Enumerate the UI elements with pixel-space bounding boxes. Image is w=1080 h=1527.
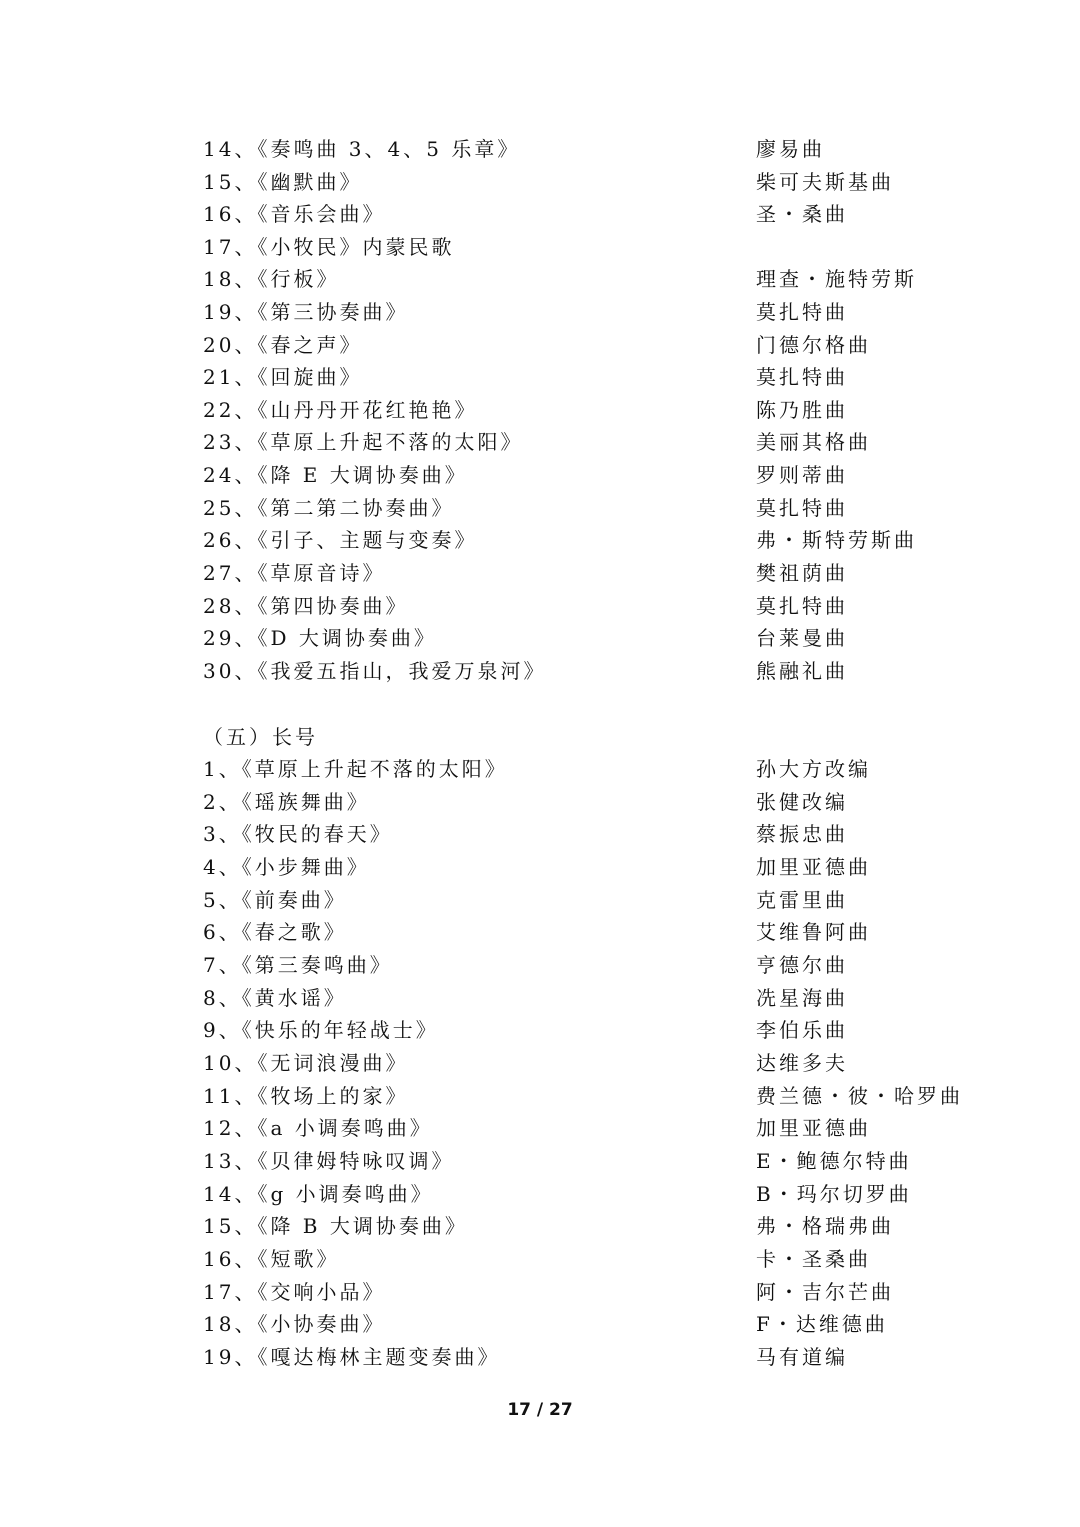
list-item <box>203 330 963 360</box>
piece-title: 21、《回旋曲》 <box>203 365 363 389</box>
piece-composer: 蔡振忠曲 <box>756 822 848 846</box>
piece-title: 28、《第四协奏曲》 <box>203 594 409 618</box>
piece-composer: 冼星海曲 <box>756 986 848 1010</box>
piece-title: 8、《黄水谣》 <box>203 986 347 1010</box>
piece-title: 18、《小协奏曲》 <box>203 1312 386 1336</box>
piece-composer: 孙大方改编 <box>756 757 871 781</box>
list-item <box>203 1048 963 1078</box>
piece-title: 2、《瑶族舞曲》 <box>203 790 370 814</box>
piece-composer: 弗・斯特劳斯曲 <box>756 528 917 552</box>
list-item <box>203 297 963 327</box>
piece-composer: 达维多夫 <box>756 1051 848 1075</box>
piece-title: 16、《音乐会曲》 <box>203 202 386 226</box>
piece-composer: 张健改编 <box>756 790 848 814</box>
piece-title: 14、《g 小调奏鸣曲》 <box>203 1182 434 1206</box>
piece-composer: 卡・圣桑曲 <box>756 1247 871 1271</box>
piece-title: 27、《草原音诗》 <box>203 561 386 585</box>
piece-composer: F・达维德曲 <box>756 1312 888 1336</box>
list-item <box>203 362 963 392</box>
list-item <box>203 493 963 523</box>
list-item <box>203 787 963 817</box>
piece-composer: 克雷里曲 <box>756 888 848 912</box>
list-item <box>203 950 963 980</box>
list-item <box>203 1309 963 1339</box>
list-item <box>203 1081 963 1111</box>
piece-composer: 陈乃胜曲 <box>756 398 848 422</box>
list-item <box>203 1244 963 1274</box>
list-item <box>203 167 963 197</box>
list-item <box>203 1015 963 1045</box>
list-item <box>203 754 963 784</box>
piece-title: 20、《春之声》 <box>203 333 363 357</box>
list-item <box>203 852 963 882</box>
piece-composer: 阿・吉尔芒曲 <box>756 1280 894 1304</box>
list-item <box>203 1342 963 1372</box>
piece-composer: 莫扎特曲 <box>756 594 848 618</box>
piece-title: 26、《引子、主题与变奏》 <box>203 528 478 552</box>
piece-composer: 加里亚德曲 <box>756 1116 871 1140</box>
piece-composer: 莫扎特曲 <box>756 300 848 324</box>
piece-title: 4、《小步舞曲》 <box>203 855 370 879</box>
piece-composer: 理查・施特劳斯 <box>756 267 917 291</box>
piece-composer: 莫扎特曲 <box>756 365 848 389</box>
list-item <box>203 134 963 164</box>
piece-title: 1、《草原上升起不落的太阳》 <box>203 757 508 781</box>
piece-title: 10、《无词浪漫曲》 <box>203 1051 409 1075</box>
list-item <box>203 819 963 849</box>
piece-title: 17、《小牧民》内蒙民歌 <box>203 235 455 259</box>
piece-title: 19、《第三协奏曲》 <box>203 300 409 324</box>
piece-composer: 门德尔格曲 <box>756 333 871 357</box>
list-item <box>203 232 963 262</box>
piece-composer: 李伯乐曲 <box>756 1018 848 1042</box>
piece-composer: 台莱曼曲 <box>756 626 848 650</box>
piece-title: 22、《山丹丹开花红艳艳》 <box>203 398 478 422</box>
piece-composer: 莫扎特曲 <box>756 496 848 520</box>
piece-title: 3、《牧民的春天》 <box>203 822 393 846</box>
list-item <box>203 558 963 588</box>
page-number: 17 / 27 <box>507 1400 573 1420</box>
list-item <box>203 427 963 457</box>
piece-title: 29、《D 大调协奏曲》 <box>203 626 437 650</box>
list-item <box>203 623 963 653</box>
piece-composer: 柴可夫斯基曲 <box>756 170 894 194</box>
piece-composer: 艾维鲁阿曲 <box>756 920 871 944</box>
piece-title: 18、《行板》 <box>203 267 340 291</box>
piece-title: 25、《第二第二协奏曲》 <box>203 496 455 520</box>
piece-title: 17、《交响小品》 <box>203 1280 386 1304</box>
list-item <box>203 264 963 294</box>
piece-title: 9、《快乐的年轻战士》 <box>203 1018 439 1042</box>
piece-title: 16、《短歌》 <box>203 1247 340 1271</box>
piece-title: 15、《降 B 大调协奏曲》 <box>203 1214 468 1238</box>
list-item <box>203 1277 963 1307</box>
list-item <box>203 1211 963 1241</box>
list-item <box>203 525 963 555</box>
piece-title: 24、《降 E 大调协奏曲》 <box>203 463 468 487</box>
piece-composer: 樊祖荫曲 <box>756 561 848 585</box>
piece-composer: 马有道编 <box>756 1345 848 1369</box>
piece-title: 30、《我爱五指山，我爱万泉河》 <box>203 659 547 683</box>
piece-composer: 罗则蒂曲 <box>756 463 848 487</box>
piece-composer: 亨德尔曲 <box>756 953 848 977</box>
piece-composer: E・鲍德尔特曲 <box>756 1149 912 1173</box>
piece-composer: 美丽其格曲 <box>756 430 871 454</box>
piece-title: 6、《春之歌》 <box>203 920 347 944</box>
piece-composer: 弗・格瑞弗曲 <box>756 1214 894 1238</box>
list-item <box>203 1146 963 1176</box>
piece-title: 14、《奏鸣曲 3、4、5 乐章》 <box>203 137 521 161</box>
section-heading-trombone: （五）长号 <box>203 725 318 749</box>
piece-composer: 费兰德・彼・哈罗曲 <box>756 1084 963 1108</box>
piece-composer: 廖易曲 <box>756 137 825 161</box>
piece-title: 23、《草原上升起不落的太阳》 <box>203 430 524 454</box>
list-item <box>203 656 963 686</box>
piece-title: 13、《贝律姆特咏叹调》 <box>203 1149 455 1173</box>
piece-composer: 加里亚德曲 <box>756 855 871 879</box>
piece-title: 15、《幽默曲》 <box>203 170 363 194</box>
list-item <box>203 199 963 229</box>
list-item <box>203 885 963 915</box>
piece-title: 19、《嘎达梅林主题变奏曲》 <box>203 1345 501 1369</box>
list-item <box>203 395 963 425</box>
piece-title: 12、《a 小调奏鸣曲》 <box>203 1116 433 1140</box>
list-item <box>203 917 963 947</box>
list-item <box>203 591 963 621</box>
piece-title: 5、《前奏曲》 <box>203 888 347 912</box>
piece-composer: 圣・桑曲 <box>756 202 848 226</box>
list-item <box>203 460 963 490</box>
piece-composer: B・玛尔切罗曲 <box>756 1182 912 1206</box>
list-item <box>203 1179 963 1209</box>
list-item <box>203 1113 963 1143</box>
list-item <box>203 983 963 1013</box>
piece-composer: 熊融礼曲 <box>756 659 848 683</box>
piece-title: 11、《牧场上的家》 <box>203 1084 409 1108</box>
piece-title: 7、《第三奏鸣曲》 <box>203 953 393 977</box>
